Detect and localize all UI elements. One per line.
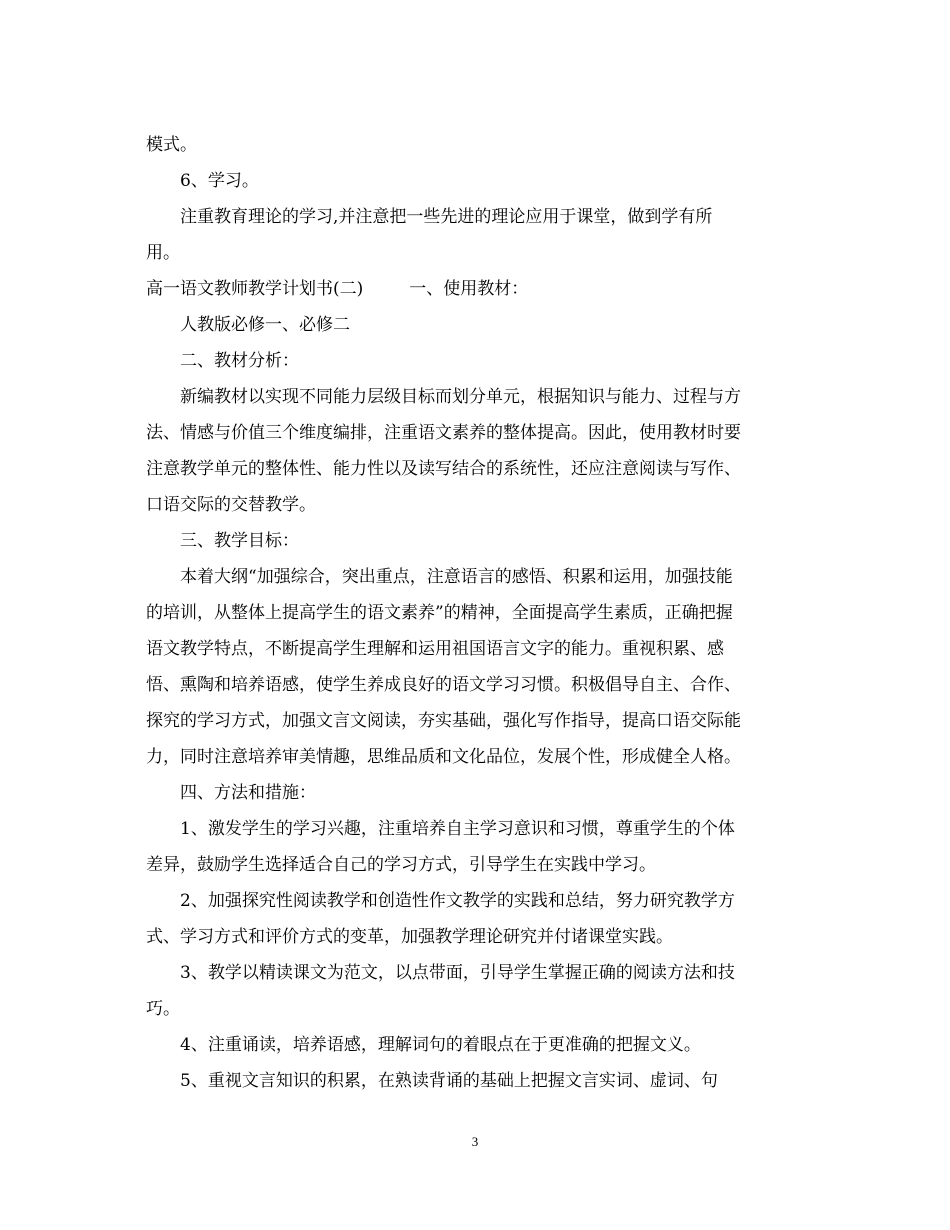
text-line: 巧。 xyxy=(146,999,180,1019)
section-heading-line xyxy=(146,271,814,307)
text-line: 语文教学特点，不断提高学生理解和运用祖国语言文字的能力。重视积累、感 xyxy=(146,639,724,659)
page-number: 3 xyxy=(471,1134,479,1149)
text-line: 注重教育理论的学习,并注意把一些先进的理论应用于课堂，做到学有所 xyxy=(180,207,713,227)
text-line: 6、学习。 xyxy=(180,171,259,191)
section-heading: 三、教学目标： xyxy=(180,531,299,551)
text-line: 注意教学单元的整体性、能力性以及读写结合的系统性，还应注意阅读与写作、 xyxy=(146,459,741,479)
text-line: 人教版必修一、必修二 xyxy=(180,315,350,335)
text-line: 2、加强探究性阅读教学和创造性作文教学的实践和总结，努力研究教学方 xyxy=(180,891,735,911)
text-line: 本着大纲“加强综合，突出重点，注意语言的感悟、积累和运用，加强技能 xyxy=(180,567,733,587)
text-line: 1、激发学生的学习兴趣，注重培养自主学习意识和习惯，尊重学生的个体 xyxy=(180,819,735,839)
text-line: 差异，鼓励学生选择适合自己的学习方式，引导学生在实践中学习。 xyxy=(146,855,656,875)
document-subtitle: 高一语文教师教学计划书(二) xyxy=(146,279,364,299)
text-line: 探究的学习方式，加强文言文阅读，夯实基础，强化写作指导，提高口语交际能 xyxy=(146,711,741,731)
text-line: 5、重视文言知识的积累，在熟读背诵的基础上把握文言实词、虚词、句 xyxy=(180,1071,718,1091)
text-line: 用。 xyxy=(146,243,180,263)
text-line: 新编教材以实现不同能力层级目标而划分单元，根据知识与能力、过程与方 xyxy=(180,387,741,407)
text-line: 口语交际的交替教学。 xyxy=(146,495,316,515)
text-line: 悟、熏陶和培养语感，使学生养成良好的语文学习习惯。积极倡导自主、合作、 xyxy=(146,675,741,695)
text-line: 法、情感与价值三个维度编排，注重语文素养的整体提高。因此，使用教材时要 xyxy=(146,423,741,443)
section-heading: 二、教材分析： xyxy=(180,351,299,371)
document-body xyxy=(146,127,814,1099)
text-line: 的培训，从整体上提高学生的语文素养”的精神，全面提高学生素质，正确把握 xyxy=(146,603,733,623)
section-heading: 一、使用教材： xyxy=(409,279,529,299)
text-line: 力，同时注意培养审美情趣，思维品质和文化品位，发展个性，形成健全人格。 xyxy=(146,747,741,767)
text-line: 3、教学以精读课文为范文，以点带面，引导学生掌握正确的阅读方法和技 xyxy=(180,963,735,983)
text-line: 4、注重诵读，培养语感，理解词句的着眼点在于更准确的把握文义。 xyxy=(180,1035,701,1055)
text-line: 模式。 xyxy=(146,135,197,155)
section-heading: 四、方法和措施： xyxy=(180,783,316,803)
text-line: 式、学习方式和评价方式的变革，加强教学理论研究并付诸课堂实践。 xyxy=(146,927,673,947)
